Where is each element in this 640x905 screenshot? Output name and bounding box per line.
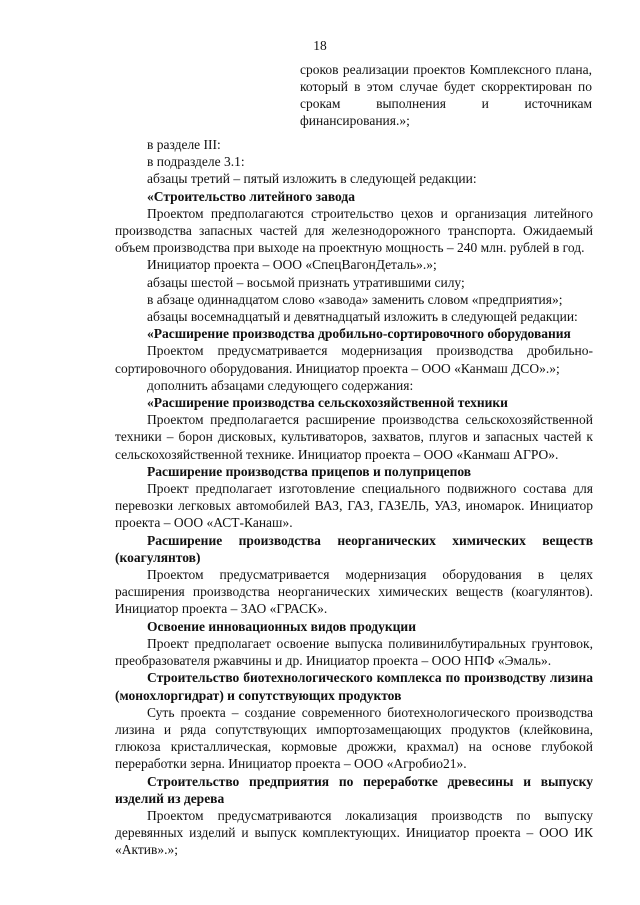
paragraph: абзацы третий – пятый изложить в следующей редакции: — [147, 171, 477, 187]
section-heading: Расширение производства прицепов и полуприцепов — [147, 463, 472, 479]
paragraph: абзацы восемнадцатый и девятнадцатый изложить в следующей редакции: — [147, 309, 578, 325]
paragraph: в разделе III: — [147, 137, 221, 152]
section-heading: Строительство биотехнологического комплекса по производству лизина (монохлоргидрат) и сопутствующих продуктов — [115, 670, 593, 703]
section-heading: «Расширение производства дробильно-сортировочного оборудования — [147, 326, 571, 342]
paragraph: Проект предполагает освоение выпуска поливинилбутиральных грунтовок, преобразователя ржавчины и др. Инициатор проекта – ООО НПФ «Эмаль». — [115, 635, 593, 669]
page-number: 18 — [313, 38, 327, 53]
paragraph: Проект предполагает изготовление специального подвижного состава для перевозки легковых автомобилей ВАЗ, ГАЗ, ГАЗЕЛЬ, УАЗ, иномарок. Инициатор проекта – ООО «АСТ-Канаш». — [115, 481, 593, 531]
quoted-text-continuation: сроков реализации проектов Комплексного плана, который в этом случае будет скорректирован по срокам выполнения и источникам финансирования.»; — [300, 62, 592, 128]
paragraph: в абзаце одиннадцатом слово «завода» заменить словом «предприятия»; — [147, 291, 563, 307]
section-heading: Освоение инновационных видов продукции — [147, 618, 416, 634]
paragraph: дополнить абзацами следующего содержания: — [147, 377, 414, 393]
document-body — [115, 136, 593, 859]
paragraph: в подразделе 3.1: — [147, 154, 245, 170]
paragraph: Проектом предусматривается модернизация оборудования в целях расширения производства неорганических химических веществ (коагулянтов). Инициатор проекта – ЗАО «ГРАСК». — [115, 567, 593, 617]
paragraph: абзацы шестой – восьмой признать утратившими силу; — [147, 274, 465, 290]
section-heading: Строительство предприятия по переработке древесины и выпуску изделий из дерева — [115, 773, 593, 806]
section-heading: «Строительство литейного завода — [147, 188, 355, 204]
paragraph: Инициатор проекта – ООО «СпецВагонДеталь».»; — [147, 257, 437, 273]
paragraph: Проектом предусматривается модернизация производства дробильно-сортировочного оборудования. Инициатор проекта – ООО «Канмаш ДСО».»; — [115, 343, 593, 376]
paragraph: Проектом предполагаются строительство цехов и организация литейного производства запасных частей для железнодорожного транспорта. Ожидаемый объем производства при выходе на проектную мощность – 240 млн. рублей в год. — [115, 205, 593, 256]
paragraph: Проектом предусматриваются локализация производств по выпуску деревянных изделий и выпуск комплектующих. Инициатор проекта – ООО ИК «Актив».»; — [115, 807, 593, 858]
paragraph: Суть проекта – создание современного биотехнологического производства лизина и ряда сопутствующих импортозамещающих продуктов (клейковина, глюкоза кристаллическая, кормовые дрожжи, крахмал) на основе глубокой переработки зерна. Инициатор проекта – ООО «Агробио21». — [115, 704, 593, 772]
section-heading: «Расширение производства сельскохозяйственной техники — [147, 395, 508, 411]
section-heading: Расширение производства неорганических химических веществ (коагулянтов) — [115, 532, 593, 565]
paragraph: Проектом предполагается расширение производства сельскохозяйственной техники – борон дисковых, культиваторов, захватов, плугов и запасных частей к сельскохозяйственной технике. Инициатор проекта – ООО «Канмаш АГРО». — [115, 412, 593, 462]
